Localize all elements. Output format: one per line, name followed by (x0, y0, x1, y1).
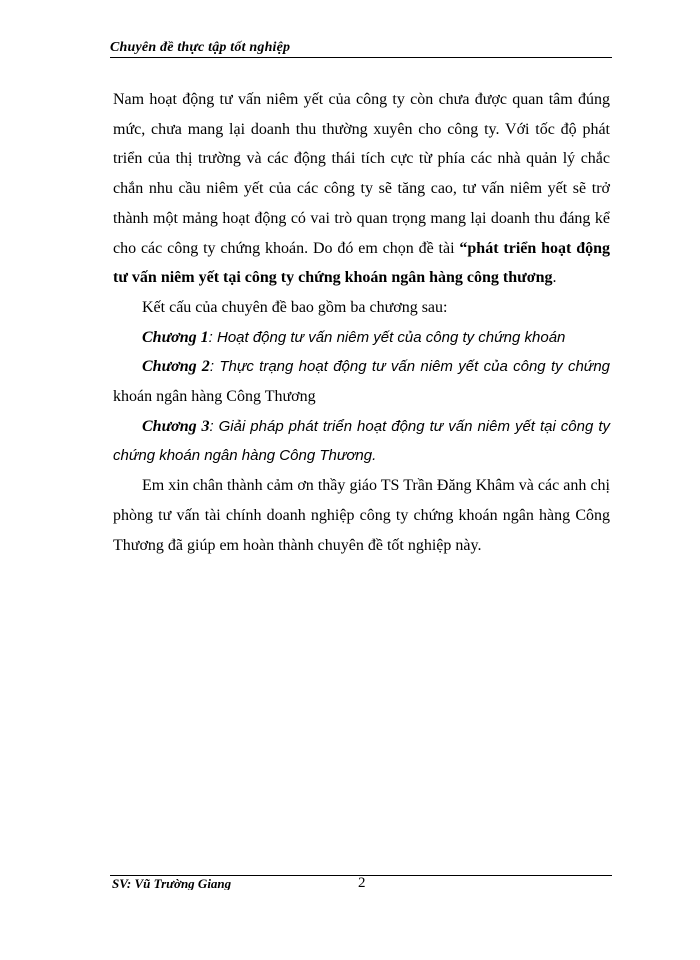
chapter-sep: : (208, 328, 217, 346)
chapter-label: Chương 1 (142, 328, 209, 346)
intro-paragraph (113, 85, 610, 293)
chapter-tail: khoán ngân hàng Công Thương (113, 388, 316, 406)
chapter-3 (113, 412, 610, 471)
header-title: Chuyên đề thực tập tốt nghiệp (110, 40, 291, 55)
chapter-2 (113, 352, 610, 411)
chapter-title: Giải pháp phát triển hoạt động tư vấn niêm yết tại công ty chứng khoán ngân hàng Công Thương. (113, 417, 610, 465)
chapter-sep: : (209, 358, 220, 376)
structure-intro: Kết cấu của chuyên đề bao gồm ba chương sau: (142, 298, 448, 316)
chapter-label: Chương 3 (142, 417, 210, 435)
thesis-topic: “phát triển hoạt động tư vấn niêm yết tại công ty chứng khoán ngân hàng công thương (113, 239, 610, 287)
intro-text: Nam hoạt động tư vấn niêm yết của công ty còn chưa được quan tâm đúng mức, chưa mang lại doanh thu thường xuyên cho công ty. Với tốc độ phát triển của thị trường và các động thái tích cực từ phía các nhà quản lý chắc chắn nhu cầu niêm yết của các công ty sẽ tăng cao, tư vấn niêm yết sẽ trở thành một mảng hoạt động có vai trò quan trọng mang lại doanh thu đáng kể cho các công ty chứng khoán. Do đó em chọn đề tài (113, 91, 610, 257)
intro-end: . (552, 269, 557, 287)
chapter-1 (113, 323, 610, 353)
page-header (110, 40, 612, 58)
page-number: 2 (358, 875, 366, 891)
chapter-label: Chương 2 (142, 358, 210, 376)
document-body (113, 85, 610, 560)
chapter-title: Hoạt động tư vấn niêm yết của công ty chứng khoán (216, 328, 566, 346)
page-footer (110, 875, 612, 891)
acknowledgement-paragraph: Em xin chân thành cảm ơn thầy giáo TS Trần Đăng Khâm và các anh chị phòng tư vấn tài chính doanh nghiệp công ty chứng khoán ngân hàng Công Thương đã giúp em hoàn thành chuyên đề tốt nghiệp này. (113, 477, 610, 554)
footer-author: SV: Vũ Trường Giang (112, 878, 232, 890)
chapter-title: Thực trạng hoạt động tư vấn niêm yết của công ty chứng (219, 358, 610, 376)
chapter-sep: : (209, 417, 219, 435)
